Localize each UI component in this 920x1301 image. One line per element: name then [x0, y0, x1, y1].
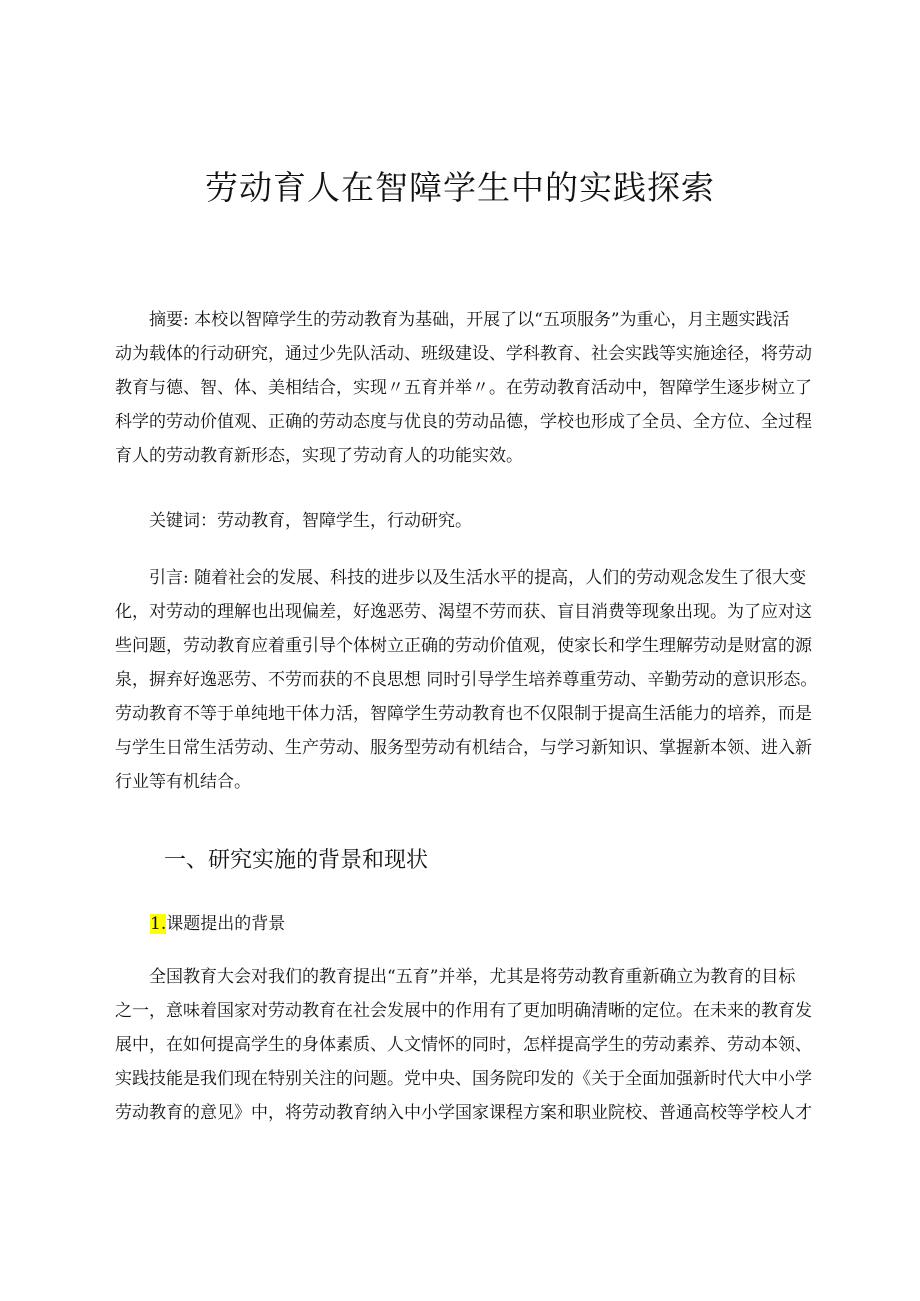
body-line: 劳动教育的意见》中，将劳动教育纳入中小学国家课程方案和职业院校、普通高校等学校人才: [115, 1103, 812, 1123]
body-line: 实践技能是我们现在特别关注的问题。党中央、国务院印发的《关于全面加强新时代大中小学: [115, 1069, 812, 1089]
subheading-number: 1.: [150, 914, 167, 934]
intro-line: 泉，摒弃好逸恶劳、不劳而获的不良思想 同时引导学生培养尊重劳动、辛勤劳动的意识形态。: [115, 670, 818, 690]
body-line: 全国教育大会对我们的教育提出“五育”并举，尤其是将劳动教育重新确立为教育的目标: [149, 967, 796, 987]
intro-paragraph: [115, 561, 818, 799]
intro-line: 些问题，劳动教育应着重引导个体树立正确的劳动价值观，使家长和学生理解劳动是财富的源: [115, 636, 812, 656]
keywords-line: 关键词：劳动教育，智障学生，行动研究。: [149, 511, 472, 531]
intro-line: 化，对劳动的理解也出现偏差，好逸恶劳、渴望不劳而获、盲目消费等现象出现。为了应对这: [115, 602, 812, 622]
abstract-line: 动为载体的行动研究，通过少先队活动、班级建设、学科教育、社会实践等实施途径，将劳动: [115, 344, 812, 364]
subheading: [150, 909, 285, 939]
abstract-line: 教育与德、智、体、美相结合，实现〃五育并举〃。在劳动教育活动中，智障学生逐步树立了: [115, 378, 812, 398]
body-line: 之一，意味着国家对劳动教育在社会发展中的作用有了更加明确清晰的定位。在未来的教育发: [115, 1001, 812, 1021]
intro-line: 行业等有机结合。: [115, 772, 251, 792]
body-line: 展中，在如何提高学生的身体素质、人文情怀的同时，怎样提高学生的劳动素养、劳动本领、: [115, 1035, 812, 1055]
keywords-paragraph: [115, 504, 810, 538]
subheading-text: 课题提出的背景: [166, 914, 286, 934]
abstract-line: 摘要: 本校以智障学生的劳动教育为基础，开展了以“五项服务”为重心，月主题实践活: [149, 310, 790, 330]
document-title: 劳动育人在智障学生中的实践探索: [205, 168, 715, 207]
section-heading: 一、研究实施的背景和现状: [164, 848, 429, 873]
abstract-line: 育人的劳动教育新形态，实现了劳动育人的功能实效。: [115, 446, 523, 466]
intro-line: 劳动教育不等于单纯地干体力活，智障学生劳动教育也不仅限制于提高生活能力的培养，而是: [115, 704, 812, 724]
intro-line: 与学生日常生活劳动、生产劳动、服务型劳动有机结合，与学习新知识、掌握新本领、进入新: [115, 738, 812, 758]
abstract-paragraph: [115, 303, 810, 473]
abstract-line: 科学的劳动价值观、正确的劳动态度与优良的劳动品德，学校也形成了全员、全方位、全过程: [115, 412, 812, 432]
body-paragraph: [115, 960, 810, 1130]
intro-line: 引言: 随着社会的发展、科技的进步以及生活水平的提高，人们的劳动观念发生了很大变: [149, 568, 807, 588]
